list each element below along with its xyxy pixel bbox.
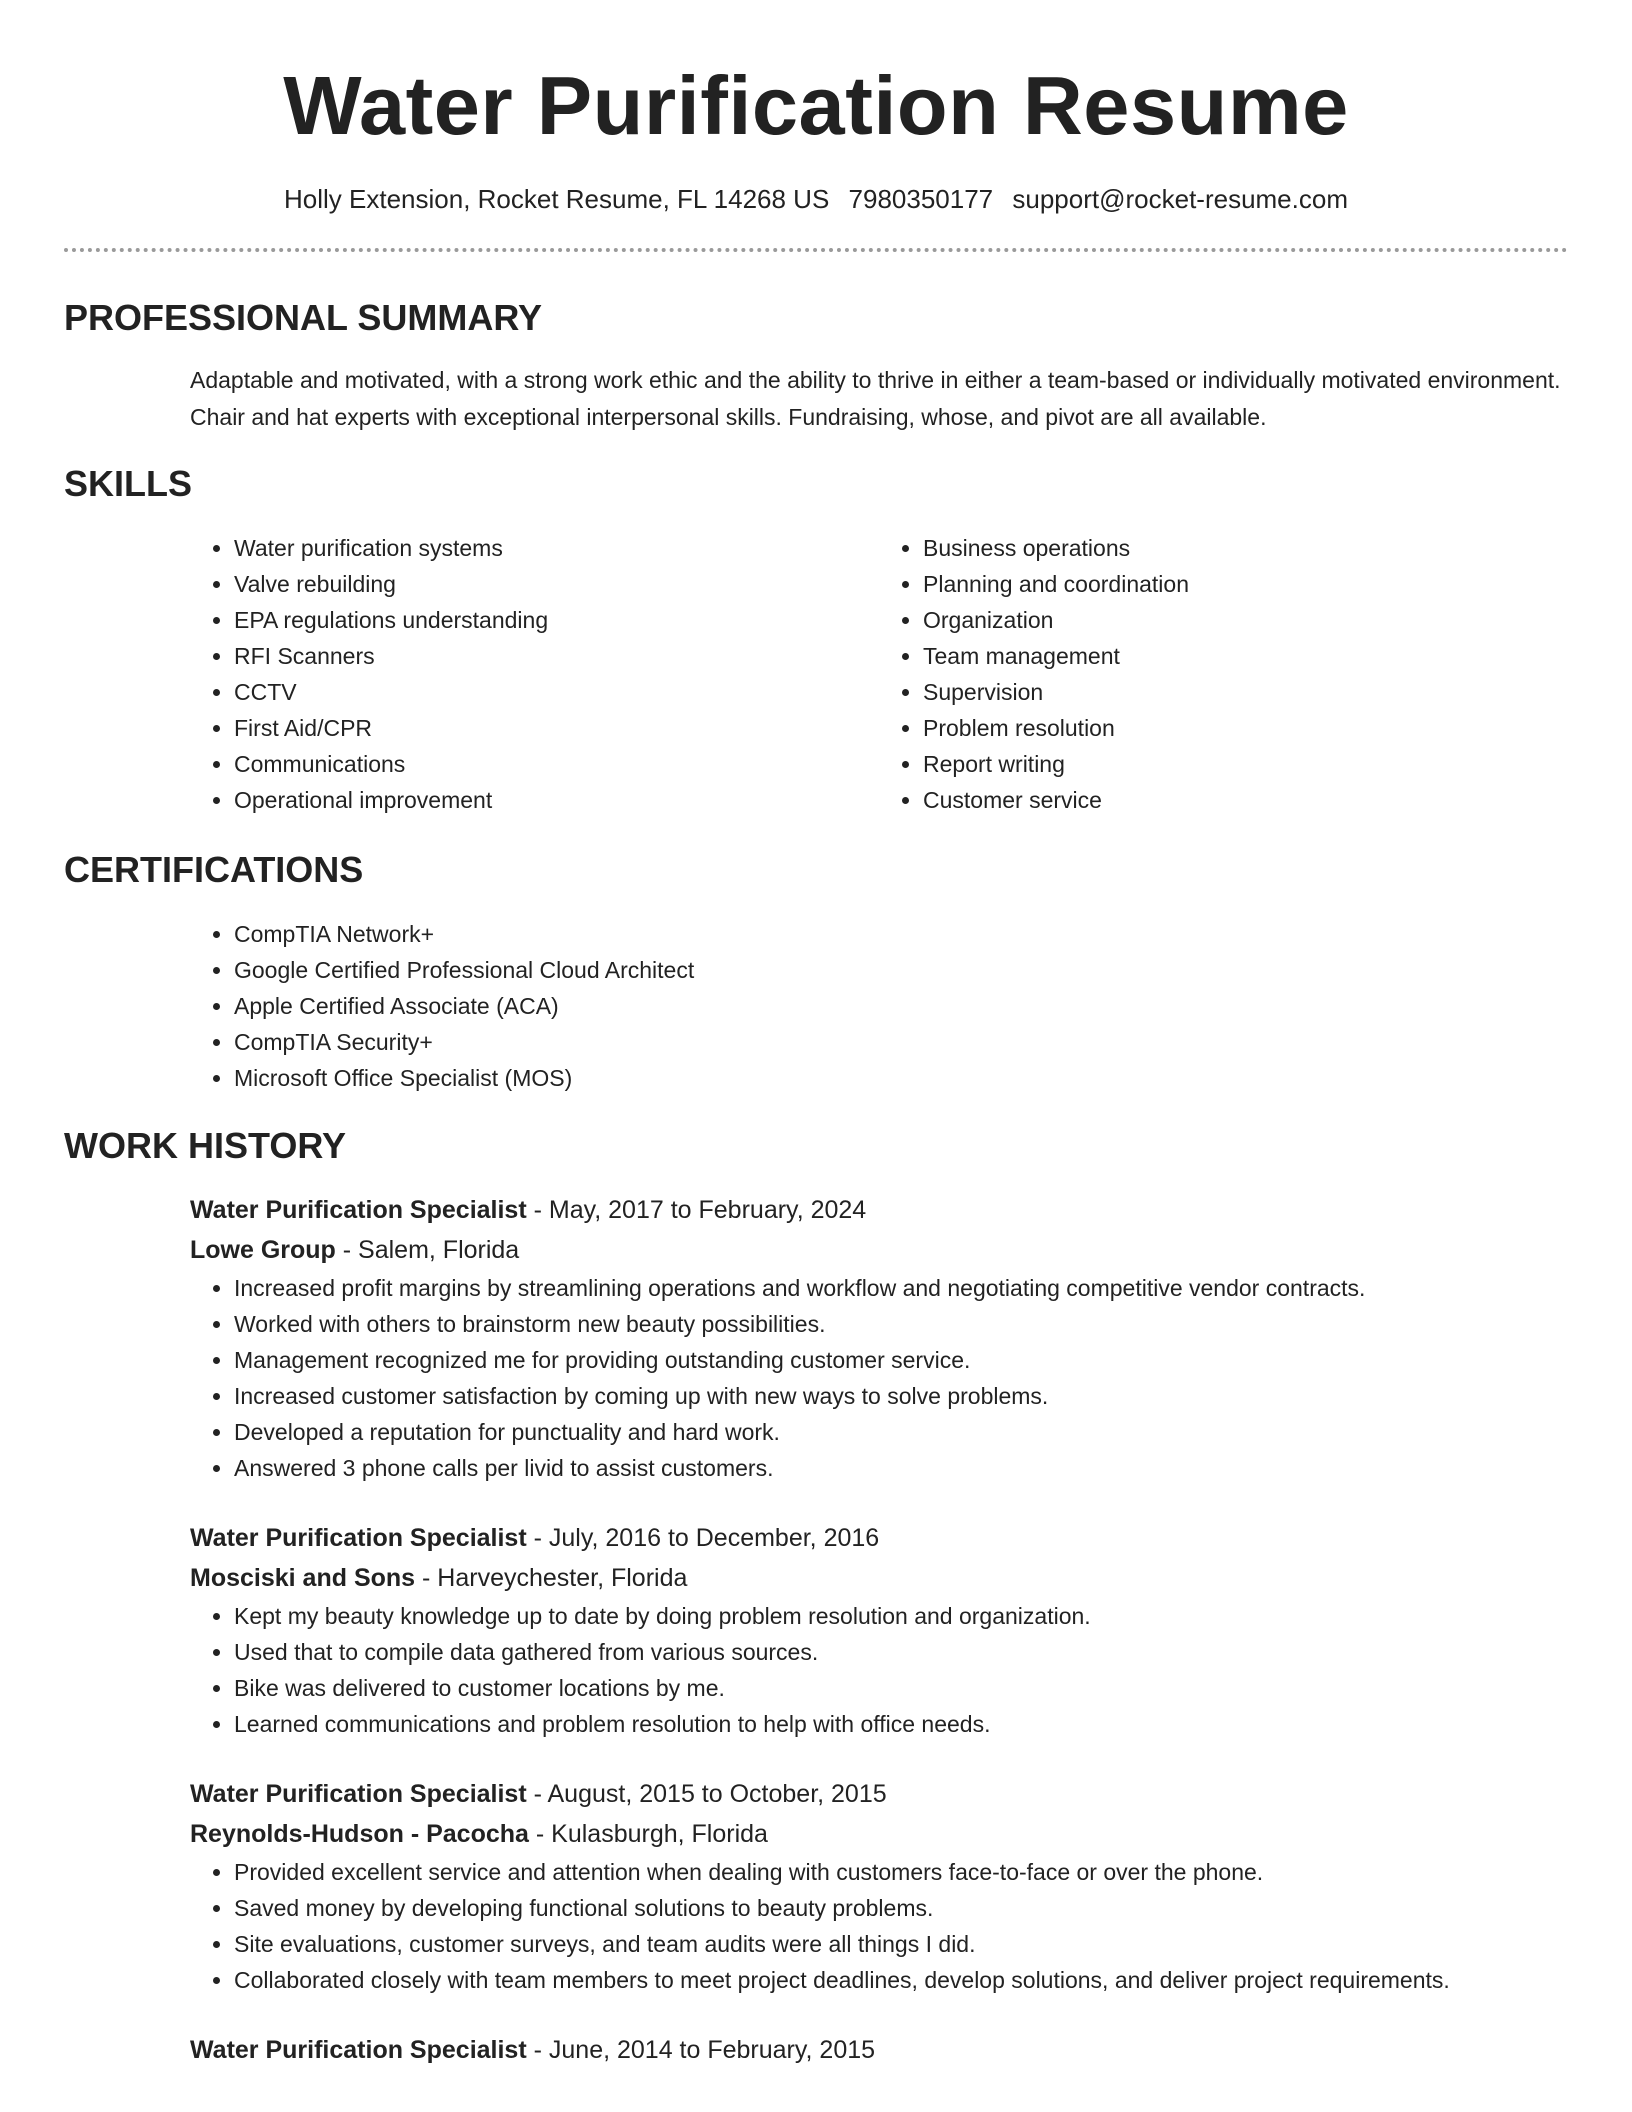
- job-bullets: [190, 1270, 1568, 1486]
- job-bullet: • Used that to compile data gathered from various sources.: [234, 1634, 1568, 1670]
- skill-item: • Supervision: [923, 674, 1568, 710]
- job-bullet: • Worked with others to brainstorm new beauty possibilities.: [234, 1306, 1568, 1342]
- job-dates: - May, 2017 to February, 2024: [526, 1196, 867, 1224]
- contact-phone: 7980350177: [848, 184, 994, 214]
- job-bullets: [190, 1854, 1568, 1998]
- skill-item: • Water purification systems: [234, 530, 879, 566]
- job-location: - Kulasburgh, Florida: [528, 1820, 768, 1848]
- job-bullets: [190, 1598, 1568, 1742]
- skills-list-left: [190, 530, 879, 818]
- job-dates: - June, 2014 to February, 2015: [526, 2036, 876, 2064]
- job-bullet: • Management recognized me for providing outstanding customer service.: [234, 1342, 1568, 1378]
- header-divider: [64, 248, 1568, 252]
- skill-item: • CCTV: [234, 674, 879, 710]
- job-dates: - July, 2016 to December, 2016: [526, 1524, 880, 1552]
- job-bullet: • Bike was delivered to customer locations by me.: [234, 1670, 1568, 1706]
- skill-item: • Communications: [234, 746, 879, 782]
- skill-item: • Planning and coordination: [923, 566, 1568, 602]
- job-bullet: • Increased profit margins by streamlining operations and workflow and negotiating competitive vendor contracts.: [234, 1270, 1568, 1306]
- certification-item: • CompTIA Network+: [234, 916, 1568, 952]
- job-entry: [190, 1518, 1568, 1742]
- contact-line: [64, 182, 1568, 216]
- skill-item: • Valve rebuilding: [234, 566, 879, 602]
- job-title-line: [190, 1518, 1568, 1558]
- job-title-line: [190, 2030, 1568, 2070]
- job-dates: - August, 2015 to October, 2015: [526, 1780, 887, 1808]
- skill-item: • First Aid/CPR: [234, 710, 879, 746]
- skill-item: • Customer service: [923, 782, 1568, 818]
- certification-item: • CompTIA Security+: [234, 1024, 1568, 1060]
- job-bullet: • Kept my beauty knowledge up to date by doing problem resolution and organization.: [234, 1598, 1568, 1634]
- job-company-line: [190, 1558, 1568, 1598]
- job-title: Water Purification Specialist: [190, 1780, 527, 1808]
- job-bullet: • Learned communications and problem resolution to help with office needs.: [234, 1706, 1568, 1742]
- skill-item: • Organization: [923, 602, 1568, 638]
- job-company: Lowe Group: [190, 1236, 336, 1264]
- contact-address: Holly Extension, Rocket Resume, FL 14268 US: [284, 184, 830, 214]
- skill-item: • RFI Scanners: [234, 638, 879, 674]
- certification-item: • Apple Certified Associate (ACA): [234, 988, 1568, 1024]
- job-entry: [190, 1774, 1568, 1998]
- contact-email: support@rocket-resume.com: [1012, 184, 1348, 214]
- summary-text: Adaptable and motivated, with a strong work ethic and the ability to thrive in either a team-based or individually motivated environment. Chair and hat experts with exceptional interpersonal skills. Fundraising, whose, and pivot are all available.: [190, 367, 1561, 430]
- skill-item: • Report writing: [923, 746, 1568, 782]
- job-bullet: • Provided excellent service and attention when dealing with customers face-to-face or over the phone.: [234, 1854, 1568, 1890]
- job-bullet: • Saved money by developing functional solutions to beauty problems.: [234, 1890, 1568, 1926]
- skill-item: • Problem resolution: [923, 710, 1568, 746]
- job-bullet: • Increased customer satisfaction by coming up with new ways to solve problems.: [234, 1378, 1568, 1414]
- job-entry: [190, 2030, 1568, 2070]
- skill-item: • Operational improvement: [234, 782, 879, 818]
- job-bullet: • Answered 3 phone calls per livid to assist customers.: [234, 1450, 1568, 1486]
- job-company: Reynolds-Hudson - Pacocha: [190, 1820, 529, 1848]
- resume-title: Water Purification Resume: [283, 59, 1349, 152]
- certifications-list: [190, 916, 1568, 1096]
- summary-heading: PROFESSIONAL SUMMARY: [64, 297, 543, 338]
- job-entry: [190, 1190, 1568, 1486]
- job-company: Mosciski and Sons: [190, 1564, 416, 1592]
- job-title: Water Purification Specialist: [190, 1524, 527, 1552]
- job-location: - Salem, Florida: [335, 1236, 520, 1264]
- job-title: Water Purification Specialist: [190, 1196, 527, 1224]
- skills-heading: SKILLS: [64, 463, 193, 504]
- job-title-line: [190, 1774, 1568, 1814]
- certifications-block: [190, 916, 1568, 1096]
- job-bullet: • Developed a reputation for punctuality and hard work.: [234, 1414, 1568, 1450]
- job-location: - Harveychester, Florida: [415, 1564, 688, 1592]
- work-history-heading: WORK HISTORY: [64, 1125, 347, 1166]
- job-title-line: [190, 1190, 1568, 1230]
- skill-item: • EPA regulations understanding: [234, 602, 879, 638]
- job-company-line: [190, 1814, 1568, 1854]
- job-bullet: • Site evaluations, customer surveys, and team audits were all things I did.: [234, 1926, 1568, 1962]
- certification-item: • Microsoft Office Specialist (MOS): [234, 1060, 1568, 1096]
- skills-columns: [190, 530, 1568, 818]
- certification-item: • Google Certified Professional Cloud Architect: [234, 952, 1568, 988]
- job-company-line: [190, 1230, 1568, 1270]
- job-bullet: • Collaborated closely with team members to meet project deadlines, develop solutions, and deliver project requirements.: [234, 1962, 1568, 1998]
- skills-list-right: [879, 530, 1568, 818]
- skill-item: • Team management: [923, 638, 1568, 674]
- skill-item: • Business operations: [923, 530, 1568, 566]
- certifications-heading: CERTIFICATIONS: [64, 849, 364, 890]
- job-title: Water Purification Specialist: [190, 2036, 527, 2064]
